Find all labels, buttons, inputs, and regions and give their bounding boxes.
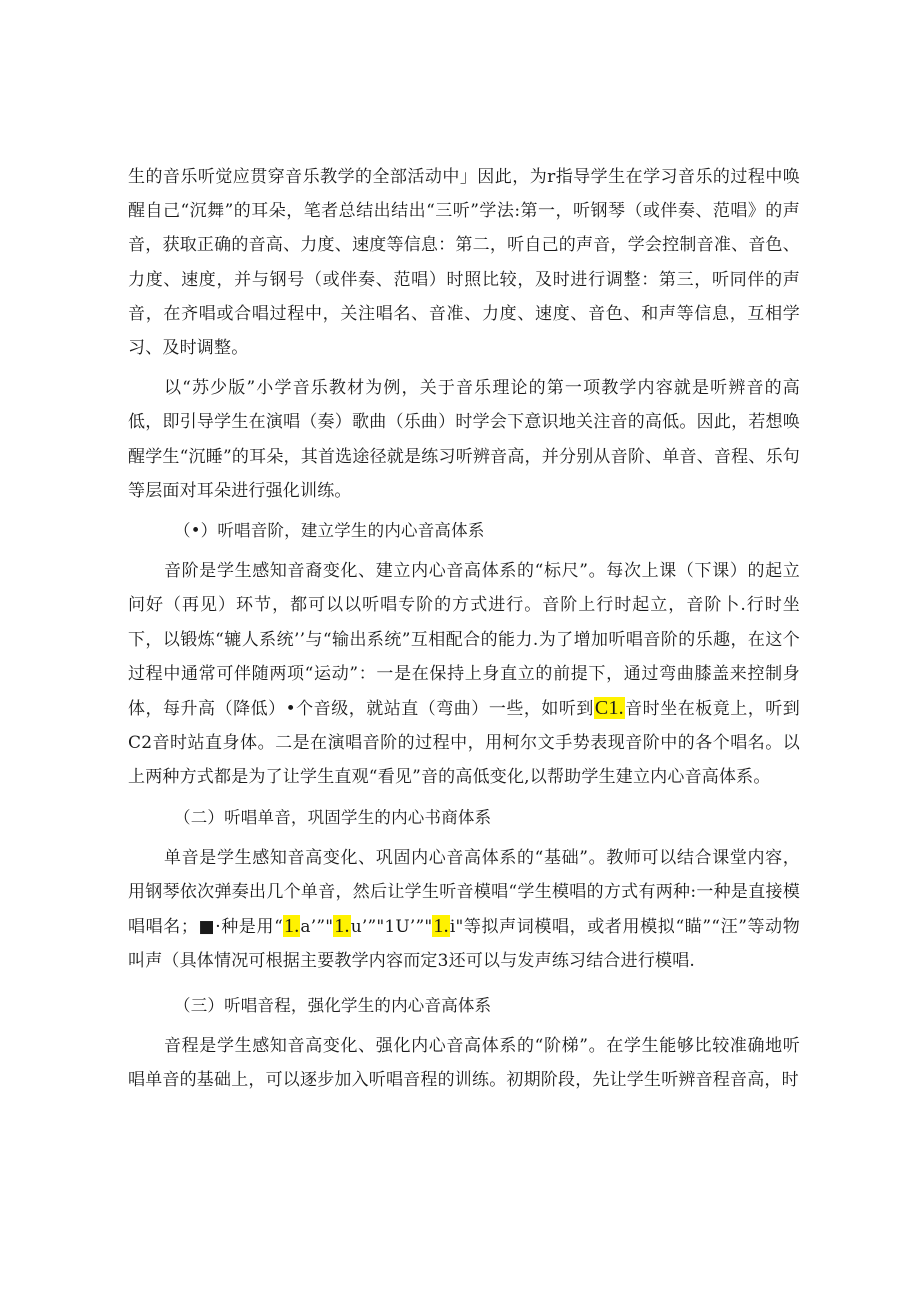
highlight-c1: C1.	[594, 697, 624, 720]
section-heading-single-notes: （二）听唱单音，巩固学生的内心书商体系	[174, 807, 492, 827]
paragraph-single-notes-text-2: u’”"1U’”"	[350, 917, 433, 938]
highlight-li: 1.	[433, 915, 449, 938]
paragraph-single-notes-text-1: a’”"	[300, 917, 334, 938]
paragraph-scales-text-b: 音时坐在板竟上，听到C2音时站直身体。二是在演唱音阶的过程中，用柯尔文手势表现音阶中的各个唱名。以上两种方式都是为了让学生直观“看见”音的高低变化,以帮助学生建立内心音高体系。	[128, 699, 800, 788]
paragraph-scales-text-a: 音阶是学生感知音裔变化、建立内心音高体系的“标尺”。每次上课（下课）的起立问好（再见）环节，都可以以听唱专阶的方式进行。音阶上行时起立，音阶卜.行时坐下，以锻炼“辘人系统’’与“输出系统”互相配合的能力.为了增加听唱音阶的乐趣，在这个过程中通常可伴随两项“运动”：一是在保持上身直立的前提下，通过弯曲膝盖来控制身体，每升高（降低）•个音级，就站直（弯曲）一些，如听到	[128, 561, 800, 720]
paragraph-single-notes	[128, 841, 800, 979]
section-heading-intervals: （三）听唱音程，强化学生的内心音高体系	[174, 995, 492, 1015]
section-heading-scales: （•）听唱音阶，建立学生的内心音高体系	[174, 521, 485, 541]
highlight-lu: 1.	[334, 915, 350, 938]
paragraph-single-notes-text-a: 单音是学生感知音高变化、巩固内心音高体系的“基础”。教师可以结合课堂内容，用钢琴依次弹奏出几个单音，然后让学生听音模唱“学生模唱的方式有两种:一种是直接模唱唱名；■·种是用“	[128, 847, 800, 938]
paragraph-three-listen-method: 生的音乐听觉应贯穿音乐教学的全部活动中」因此，为r指导学生在学习音乐的过程中唤醒自己“沉舞”的耳朵，笔者总结出结出“三听”学法:第一，听钢琴（或伴奏、范唱》的声音，获取正确的音高、力度、速度等信息：第二，听自己的声音，学会控制音准、音色、力度、速度，并与钢号（或伴奏、范唱）时照比较，及时进行调整：第三，听同伴的声音，在齐唱或合唱过程中，关注唱名、音准、力度、速度、音色、和声等信息，互相学习、及时调整。	[128, 167, 800, 359]
highlight-la: 1.	[284, 915, 300, 938]
paragraph-intervals: 音程是学生感知音高变化、强化内心音高体系的“阶梯”。在学生能够比较准确地听唱单音的基础上，可以逐步加入听唱音程的训练。初期阶段，先让学生听辨音程音高，时	[128, 1035, 800, 1091]
document-body	[128, 160, 800, 1097]
paragraph-single-notes-text-3: i"等拟声词模唱，或者用模拟“瞄”“汪”等动物叫声（具体情况可根据主要教学内容而定3还可以与发声练习结合进行模唱.	[128, 917, 800, 972]
paragraph-scales	[128, 554, 800, 794]
paragraph-textbook-example: 以“苏少版”小学音乐教材为例，关于音乐理论的第一项教学内容就是听辨音的高低，即引导学生在演唱（奏）歌曲（乐曲）时学会下意识地关注音的高低。因此，若想唤醒学生“沉睡”的耳朵，其首选途径就是练习听辨音高，并分别从音阶、单音、音程、乐句等层面对耳朵进行强化训练。	[128, 378, 800, 501]
